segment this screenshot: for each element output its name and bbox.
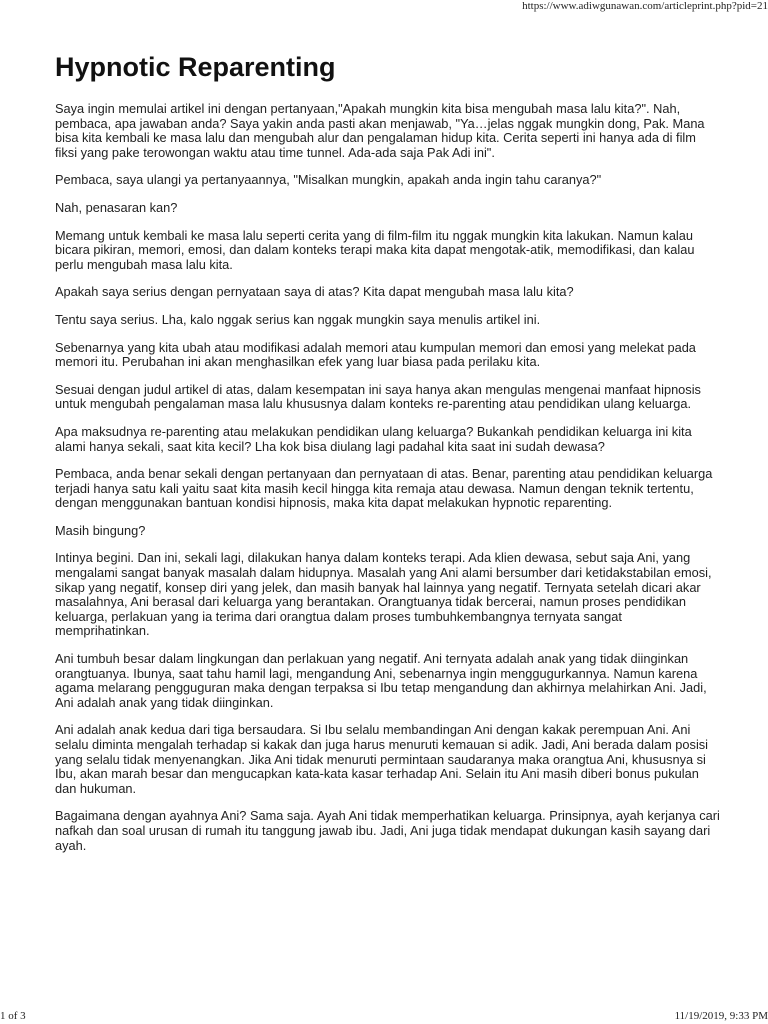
paragraph: Nah, penasaran kan? <box>55 199 178 215</box>
paragraph: Apakah saya serius dengan pernyataan saya di atas? Kita dapat mengubah masa lalu kita? <box>55 284 574 300</box>
paragraph: Pembaca, saya ulangi ya pertanyaannya, "Misalkan mungkin, apakah anda ingin tahu caranya?" <box>55 172 602 188</box>
paragraph: Sesuai dengan judul artikel di atas, dalam kesempatan ini saya hanya akan mengulas mengenai manfaat hipnosis untuk mengubah pengalaman masa lalu khususnya dalam konteks re-parenting atau pendidikan ulang keluarga. <box>55 381 701 412</box>
paragraph: Ani tumbuh besar dalam lingkungan dan perlakuan yang negatif. Ani ternyata adalah anak yang tidak diinginkan orangtuanya. Ibunya, saat tahu hamil lagi, mengandung Ani, sebenarnya ingin menggugurkannya. Namun karena agama melarang pengguguran maka dengan terpaksa si Ibu tetap mengandung dan akhirnya melahirkan Ani. Jadi, Ani adalah anak yang tidak diinginkan. <box>55 651 707 710</box>
paragraph: Ani adalah anak kedua dari tiga bersaudara. Si Ibu selalu membandingan Ani dengan kakak perempuan Ani. Ani selalu diminta mengalah terhadap si kakak dan juga harus menuruti kemauan si adik. Jadi, Ani berada dalam posisi yang selalu tidak menyenangkan. Jika Ani tidak menuruti permintaan saudaranya maka orangtua Ani, khususnya si Ibu, akan marah besar dan mengucapkan kata-kata kasar terhadap Ani. Selain itu Ani masih diberi bonus pukulan dan hukuman. <box>55 722 709 796</box>
paragraph: Sebenarnya yang kita ubah atau modifikasi adalah memori atau kumpulan memori dan emosi yang melekat pada memori itu. Perubahan ini akan menghasilkan efek yang luar biasa pada perilaku kita. <box>55 339 696 370</box>
article-body <box>55 102 720 853</box>
print-url: https://www.adiwgunawan.com/articleprint.php?pid=21 <box>522 0 768 12</box>
article <box>55 50 720 866</box>
paragraph: Memang untuk kembali ke masa lalu seperti cerita yang di film-film itu nggak mungkin kita lakukan. Namun kalau bicara pikiran, memori, emosi, dan dalam konteks terapi maka kita dapat mengotak-atik, memodifikasi, dan kalau perlu mengubah masa lalu kita. <box>55 227 695 272</box>
paragraph: Bagaimana dengan ayahnya Ani? Sama saja. Ayah Ani tidak memperhatikan keluarga. Prinsipnya, ayah kerjanya cari nafkah dan soal urusan di rumah itu tanggung jawab ibu. Jadi, Ani juga tidak mendapat dukungan kasih sayang dari ayah. <box>55 808 720 853</box>
paragraph: Saya ingin memulai artikel ini dengan pertanyaan,"Apakah mungkin kita bisa mengubah masa lalu kita?". Nah, pembaca, apa jawaban anda? Saya yakin anda pasti akan menjawab, "Ya…jelas nggak mungkin dong, Pak. Mana bisa kita kembali ke masa lalu dan mengubah alur dan pengalaman hidup kita. Cerita seperti ini hanya ada di film fiksi yang pake terowongan waktu atau time tunnel. Ada-ada saja Pak Adi ini". <box>55 101 705 160</box>
paragraph: Apa maksudnya re-parenting atau melakukan pendidikan ulang keluarga? Bukankah pendidikan keluarga ini kita alami hanya sekali, saat kita kecil? Lha kok bisa diulang lagi padahal kita saat ini sudah dewasa? <box>55 423 692 454</box>
paragraph: Tentu saya serius. Lha, kalo nggak serius kan nggak mungkin saya menulis artikel ini. <box>55 311 541 327</box>
article-title: Hypnotic Reparenting <box>55 52 336 82</box>
paragraph: Intinya begini. Dan ini, sekali lagi, dilakukan hanya dalam konteks terapi. Ada klien dewasa, sebut saja Ani, yang mengalami sangat banyak masalah dalam hidupnya. Masalah yang Ani alami bersumber dari ketidakstabilan emosi, sikap yang negatif, konsep diri yang jelek, dan masih banyak hal lainnya yang negatif. Ternyata setelah dicari akar masalahnya, Ani berasal dari keluarga yang berantakan. Orangtuanya tidak bercerai, namun proses pendidikan keluarga, perlakuan yang ia terima dari orangtua dalam proses tumbuhkembangnya ternyata sangat memprihatinkan. <box>55 550 712 639</box>
print-datetime: 11/19/2019, 9:33 PM <box>674 1010 768 1022</box>
paragraph: Pembaca, anda benar sekali dengan pertanyaan dan pernyataan di atas. Benar, parenting atau pendidikan keluarga terjadi hanya satu kali yaitu saat kita masih kecil hingga kita remaja atau dewasa. Namun dengan teknik tertentu, dengan menggunakan bantuan kondisi hipnosis, maka kita dapat melakukan hypnotic reparenting. <box>55 466 713 511</box>
page-number: 1 of 3 <box>0 1010 26 1022</box>
paragraph: Masih bingung? <box>55 522 146 538</box>
